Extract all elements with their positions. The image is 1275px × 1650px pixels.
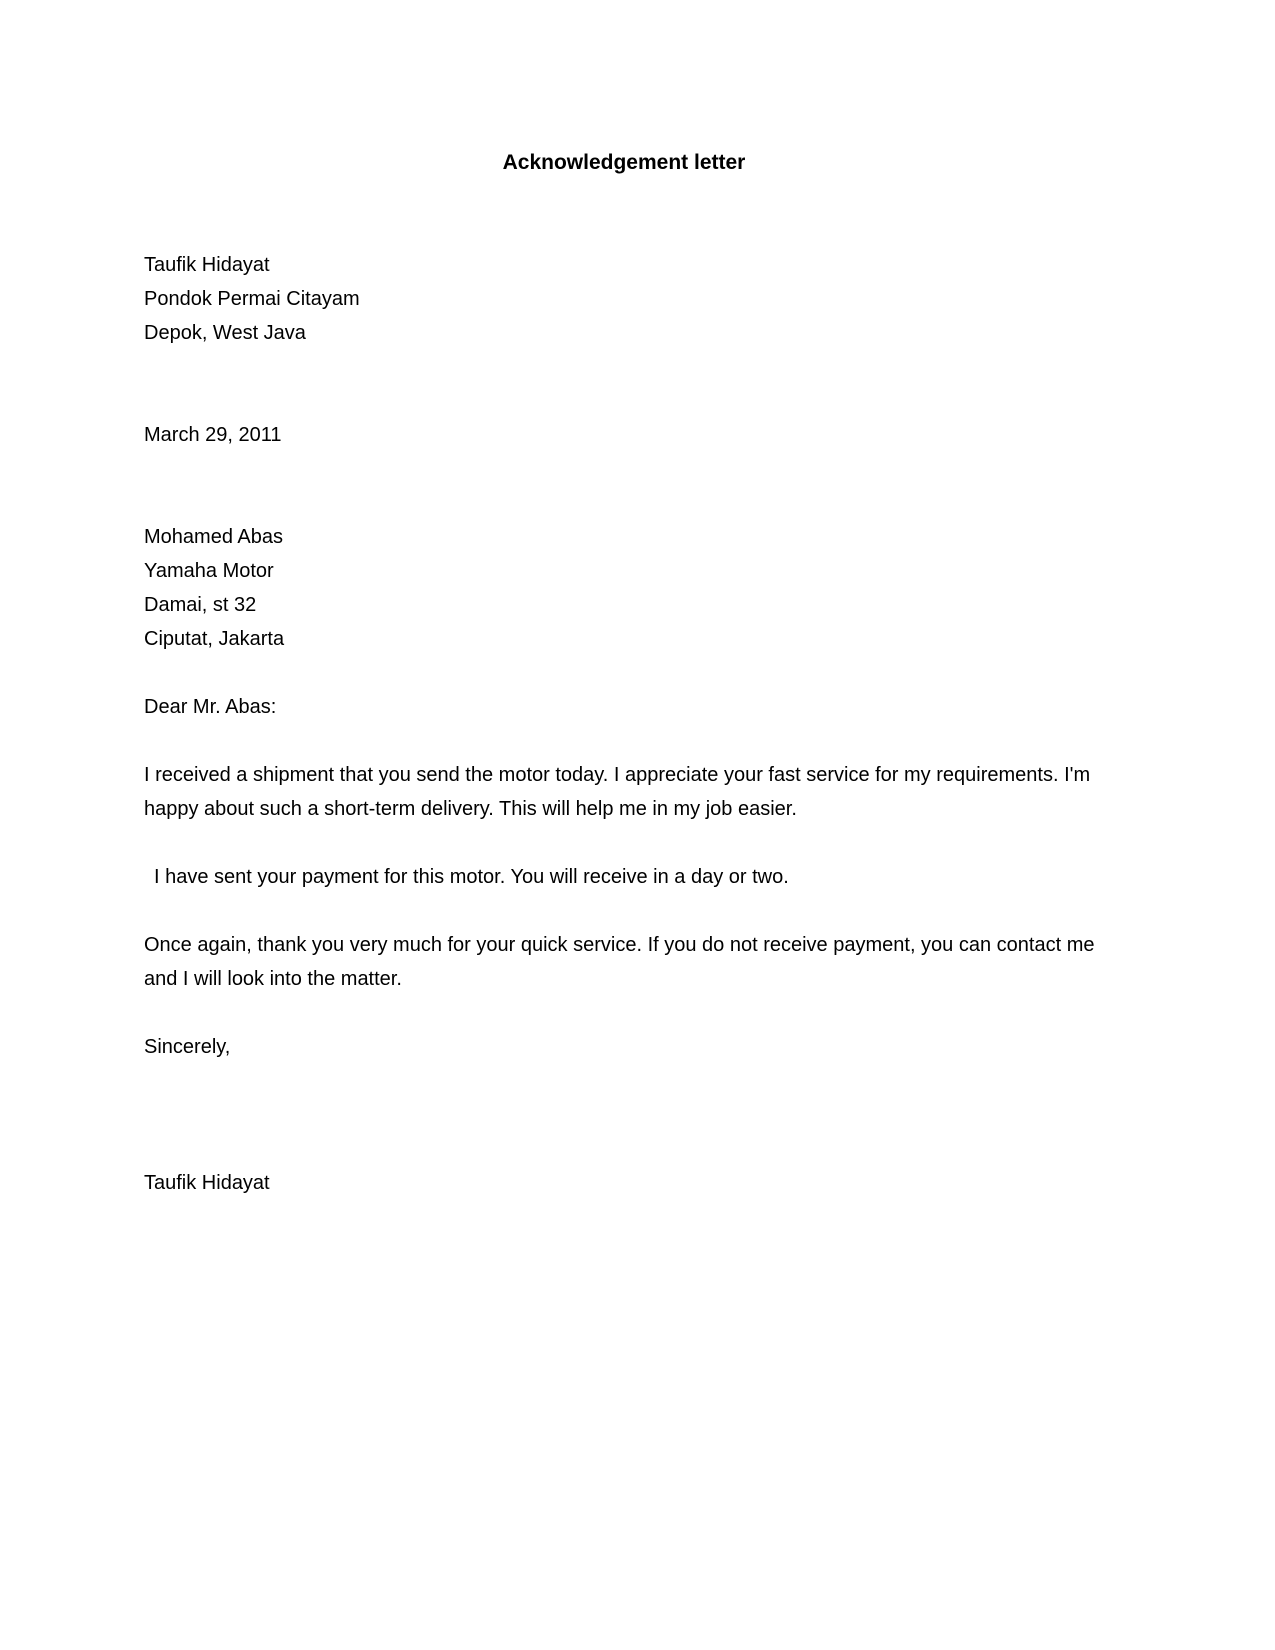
spacer [144, 894, 1104, 928]
spacer [144, 452, 1104, 520]
closing: Sincerely, [144, 1036, 231, 1058]
recipient-street: Damai, st 32 [144, 594, 257, 616]
sender-name: Taufik Hidayat [144, 254, 270, 276]
letter-title: Acknowledgement letter [502, 151, 746, 174]
salutation: Dear Mr. Abas: [144, 696, 277, 718]
letter-date: March 29, 2011 [144, 424, 282, 446]
recipient-city: Ciputat, Jakarta [144, 628, 285, 650]
letter-content [144, 146, 1104, 1200]
recipient-name: Mohamed Abas [144, 526, 283, 548]
spacer [144, 724, 1104, 758]
spacer [144, 180, 1104, 248]
sender-city-line: Depok, West Java [144, 322, 306, 344]
spacer [144, 826, 1104, 860]
body-paragraph-2: I have sent your payment for this motor. You will receive in a day or two. [154, 866, 789, 888]
recipient-company: Yamaha Motor [144, 560, 274, 582]
spacer [144, 350, 1104, 418]
recipient-address-block [144, 520, 1104, 656]
body-paragraph-1: I received a shipment that you send the motor today. I appreciate your fast service for my requirements. I'm happy about such a short-term delivery. This will help me in my job easier. [144, 764, 1091, 820]
spacer [144, 996, 1104, 1030]
body-paragraph-3: Once again, thank you very much for your quick service. If you do not receive payment, you can contact me and I will look into the matter. [144, 934, 1095, 990]
spacer [144, 656, 1104, 690]
sender-address-block [144, 248, 1104, 350]
signature-name: Taufik Hidayat [144, 1172, 270, 1194]
sender-address-line: Pondok Permai Citayam [144, 288, 360, 310]
spacer [144, 1064, 1104, 1166]
